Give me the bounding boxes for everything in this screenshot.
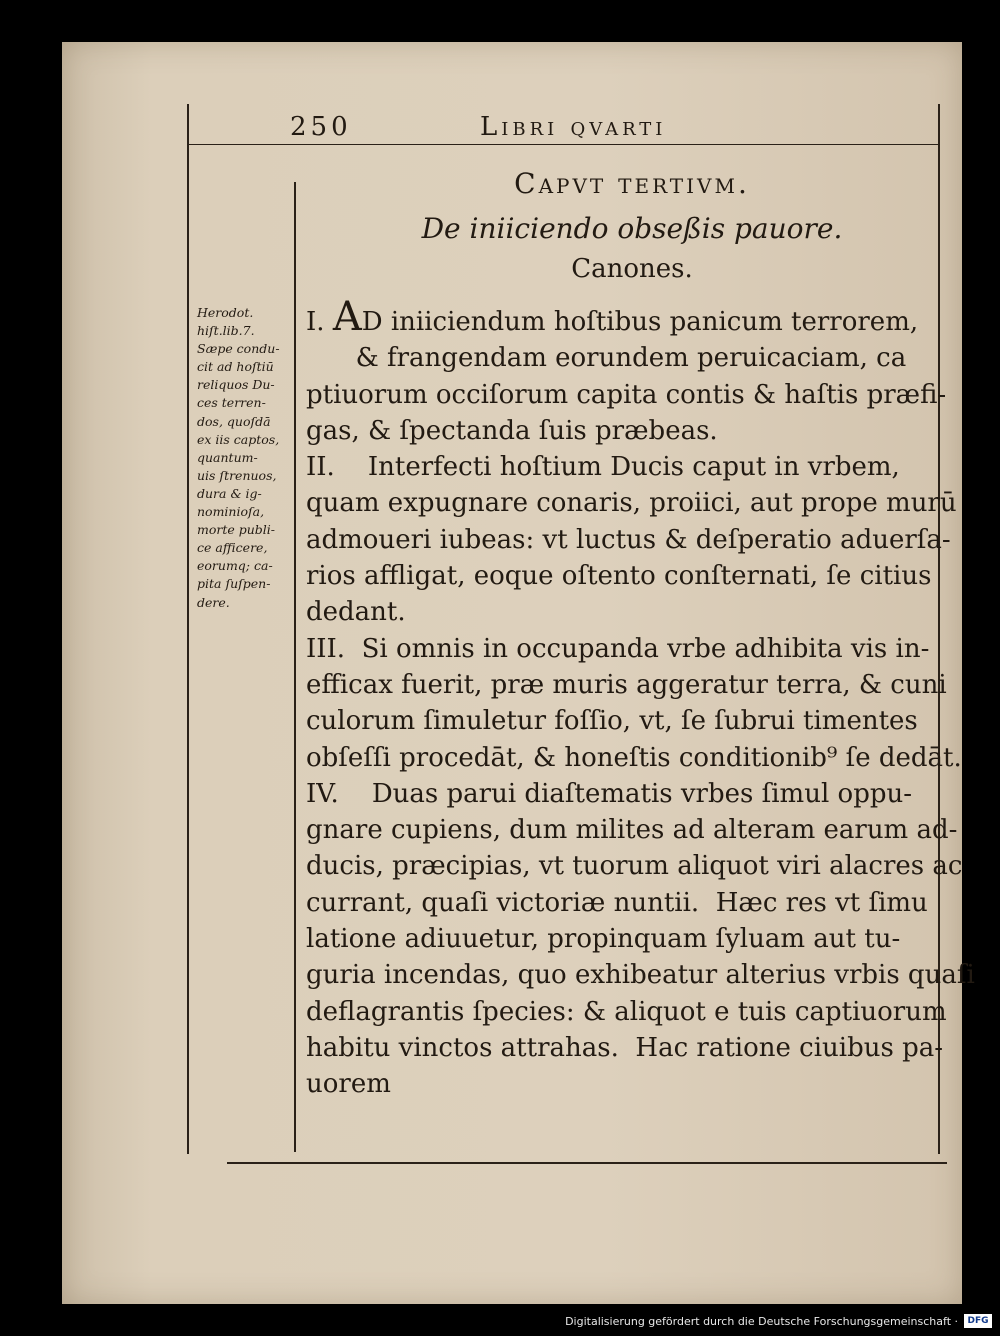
left-frame-rule — [187, 104, 189, 1154]
marginal-note-line: pita ſuſpen- — [197, 576, 271, 592]
body-text — [306, 294, 975, 1103]
text-line-content: III. Si omnis in occupanda vrbe adhibita vis in- — [306, 633, 930, 664]
text-line-content: dedant. — [306, 597, 406, 628]
marginal-note-line: dos, quoſdā — [197, 413, 271, 429]
text-line-content: gnare cupiens, dum milites ad alteram earum ad- — [306, 815, 958, 846]
marginal-note-line: dura & ig- — [197, 485, 262, 501]
page-number: 250 — [290, 112, 352, 142]
marginal-note-line: cit ad hoſtiū — [197, 359, 274, 375]
text-line — [306, 740, 962, 776]
text-line-content: rios affligat, eoque oſtento conſternati, ſe citius — [306, 561, 932, 592]
running-head — [290, 112, 790, 142]
header-underline-rule — [187, 144, 939, 145]
bottom-frame-rule — [227, 1162, 947, 1164]
text-line-content: gas, & ſpectanda ſuis præbeas. — [306, 415, 718, 446]
text-line-content: ducis, præcipias, vt tuorum aliquot viri alacres ac — [306, 851, 963, 882]
text-line-content: quam expugnare conaris, proiici, aut prope murū — [306, 488, 957, 519]
text-line-content: uorem — [306, 1069, 391, 1100]
text-line — [306, 594, 946, 630]
marginal-note-line: hiſt.lib.7. — [197, 323, 255, 339]
text-line-content: culorum ſimuletur foſſio, vt, ſe ſubrui timentes — [306, 706, 918, 737]
marginal-note-line: eorumq; ca- — [197, 558, 273, 574]
text-line — [306, 1066, 946, 1102]
footer-credit: Digitalisierung gefördert durch die Deutsche Forschungsgemeinschaft · — [565, 1315, 958, 1328]
text-line — [306, 848, 963, 884]
marginal-note-line: quantum- — [197, 449, 258, 465]
text-line-content: habitu vinctos attrahas. Hac ratione ciuibus pa- — [306, 1032, 943, 1063]
text-line-content: deflagrantis ſpecies: & aliquot e tuis captiuorum — [306, 996, 947, 1027]
chapter-subtitle: De iniiciendo obseßis pauore. — [421, 212, 843, 245]
text-line — [306, 703, 946, 739]
text-line-content: IV. Duas parui diaſtematis vrbes ſimul oppu- — [306, 778, 913, 809]
text-line — [306, 485, 957, 521]
text-line-content: & frangendam eorundem peruicaciam, ca — [306, 343, 907, 374]
text-line — [306, 1030, 946, 1066]
text-line-content: guria incendas, quo exhibeatur alterius vrbis quaſi — [306, 960, 975, 991]
text-line-content: efficax fuerit, præ muris aggeratur terra, & cuni — [306, 669, 947, 700]
marginal-note-line: reliquos Du- — [197, 377, 275, 393]
text-line — [306, 631, 946, 667]
marginal-note-line: ex iis captos, — [197, 431, 280, 447]
text-line-content: D iniiciendum hoſtibus panicum terrorem, — [361, 307, 919, 337]
section-heading: Canones. — [571, 254, 693, 284]
marginal-note-line: ces terren- — [197, 395, 266, 411]
marginal-note-line: dere. — [197, 594, 230, 610]
drop-capital: A — [332, 294, 362, 340]
digitization-footer — [0, 1306, 1000, 1336]
text-line — [306, 449, 946, 485]
text-line-content: II. Interfecti hoſtium Ducis caput in vrbem, — [306, 452, 900, 483]
text-line — [306, 522, 951, 558]
text-line — [306, 377, 946, 413]
marginal-note-line: Sæpe condu- — [197, 341, 280, 357]
text-line — [306, 776, 946, 812]
text-line — [306, 667, 946, 703]
marginal-note-line: Herodot. — [197, 305, 254, 320]
text-line — [306, 957, 975, 993]
marginal-note-line: nominioſa, — [197, 504, 265, 520]
book-page — [62, 42, 975, 1304]
text-line — [306, 294, 946, 340]
text-line-content: latione adiuuetur, propinquam ſyluam aut tu- — [306, 924, 901, 955]
text-line — [306, 885, 946, 921]
text-line-content: currant, quaſi victoriæ nuntii. Hæc res vt ſimu — [306, 887, 928, 918]
chapter-heading: Capvt tertivm. — [514, 167, 750, 200]
text-line — [306, 994, 946, 1030]
text-line-content: admoueri iubeas: vt luctus & deſperatio aduerſa- — [306, 524, 951, 555]
running-head-title: Libri qvarti — [480, 112, 667, 142]
text-line — [306, 921, 946, 957]
marginal-note — [197, 304, 297, 612]
text-line — [306, 413, 946, 449]
canon-number: I. — [306, 307, 333, 337]
marginal-note-line: uis ſtrenuos, — [197, 467, 277, 483]
text-line — [306, 340, 946, 376]
marginal-note-line: ce afficere, — [197, 540, 268, 556]
marginal-note-line: morte publi- — [197, 522, 276, 538]
text-line-content: obſeſſi procedāt, & honeſtis conditionib⁹ ſe dedāt. — [306, 742, 962, 773]
text-line — [306, 558, 946, 594]
text-line — [306, 812, 958, 848]
text-line-content: ptiuorum occiſorum capita contis & haſtis præfi- — [306, 379, 947, 410]
dfg-logo: DFG — [964, 1314, 992, 1328]
